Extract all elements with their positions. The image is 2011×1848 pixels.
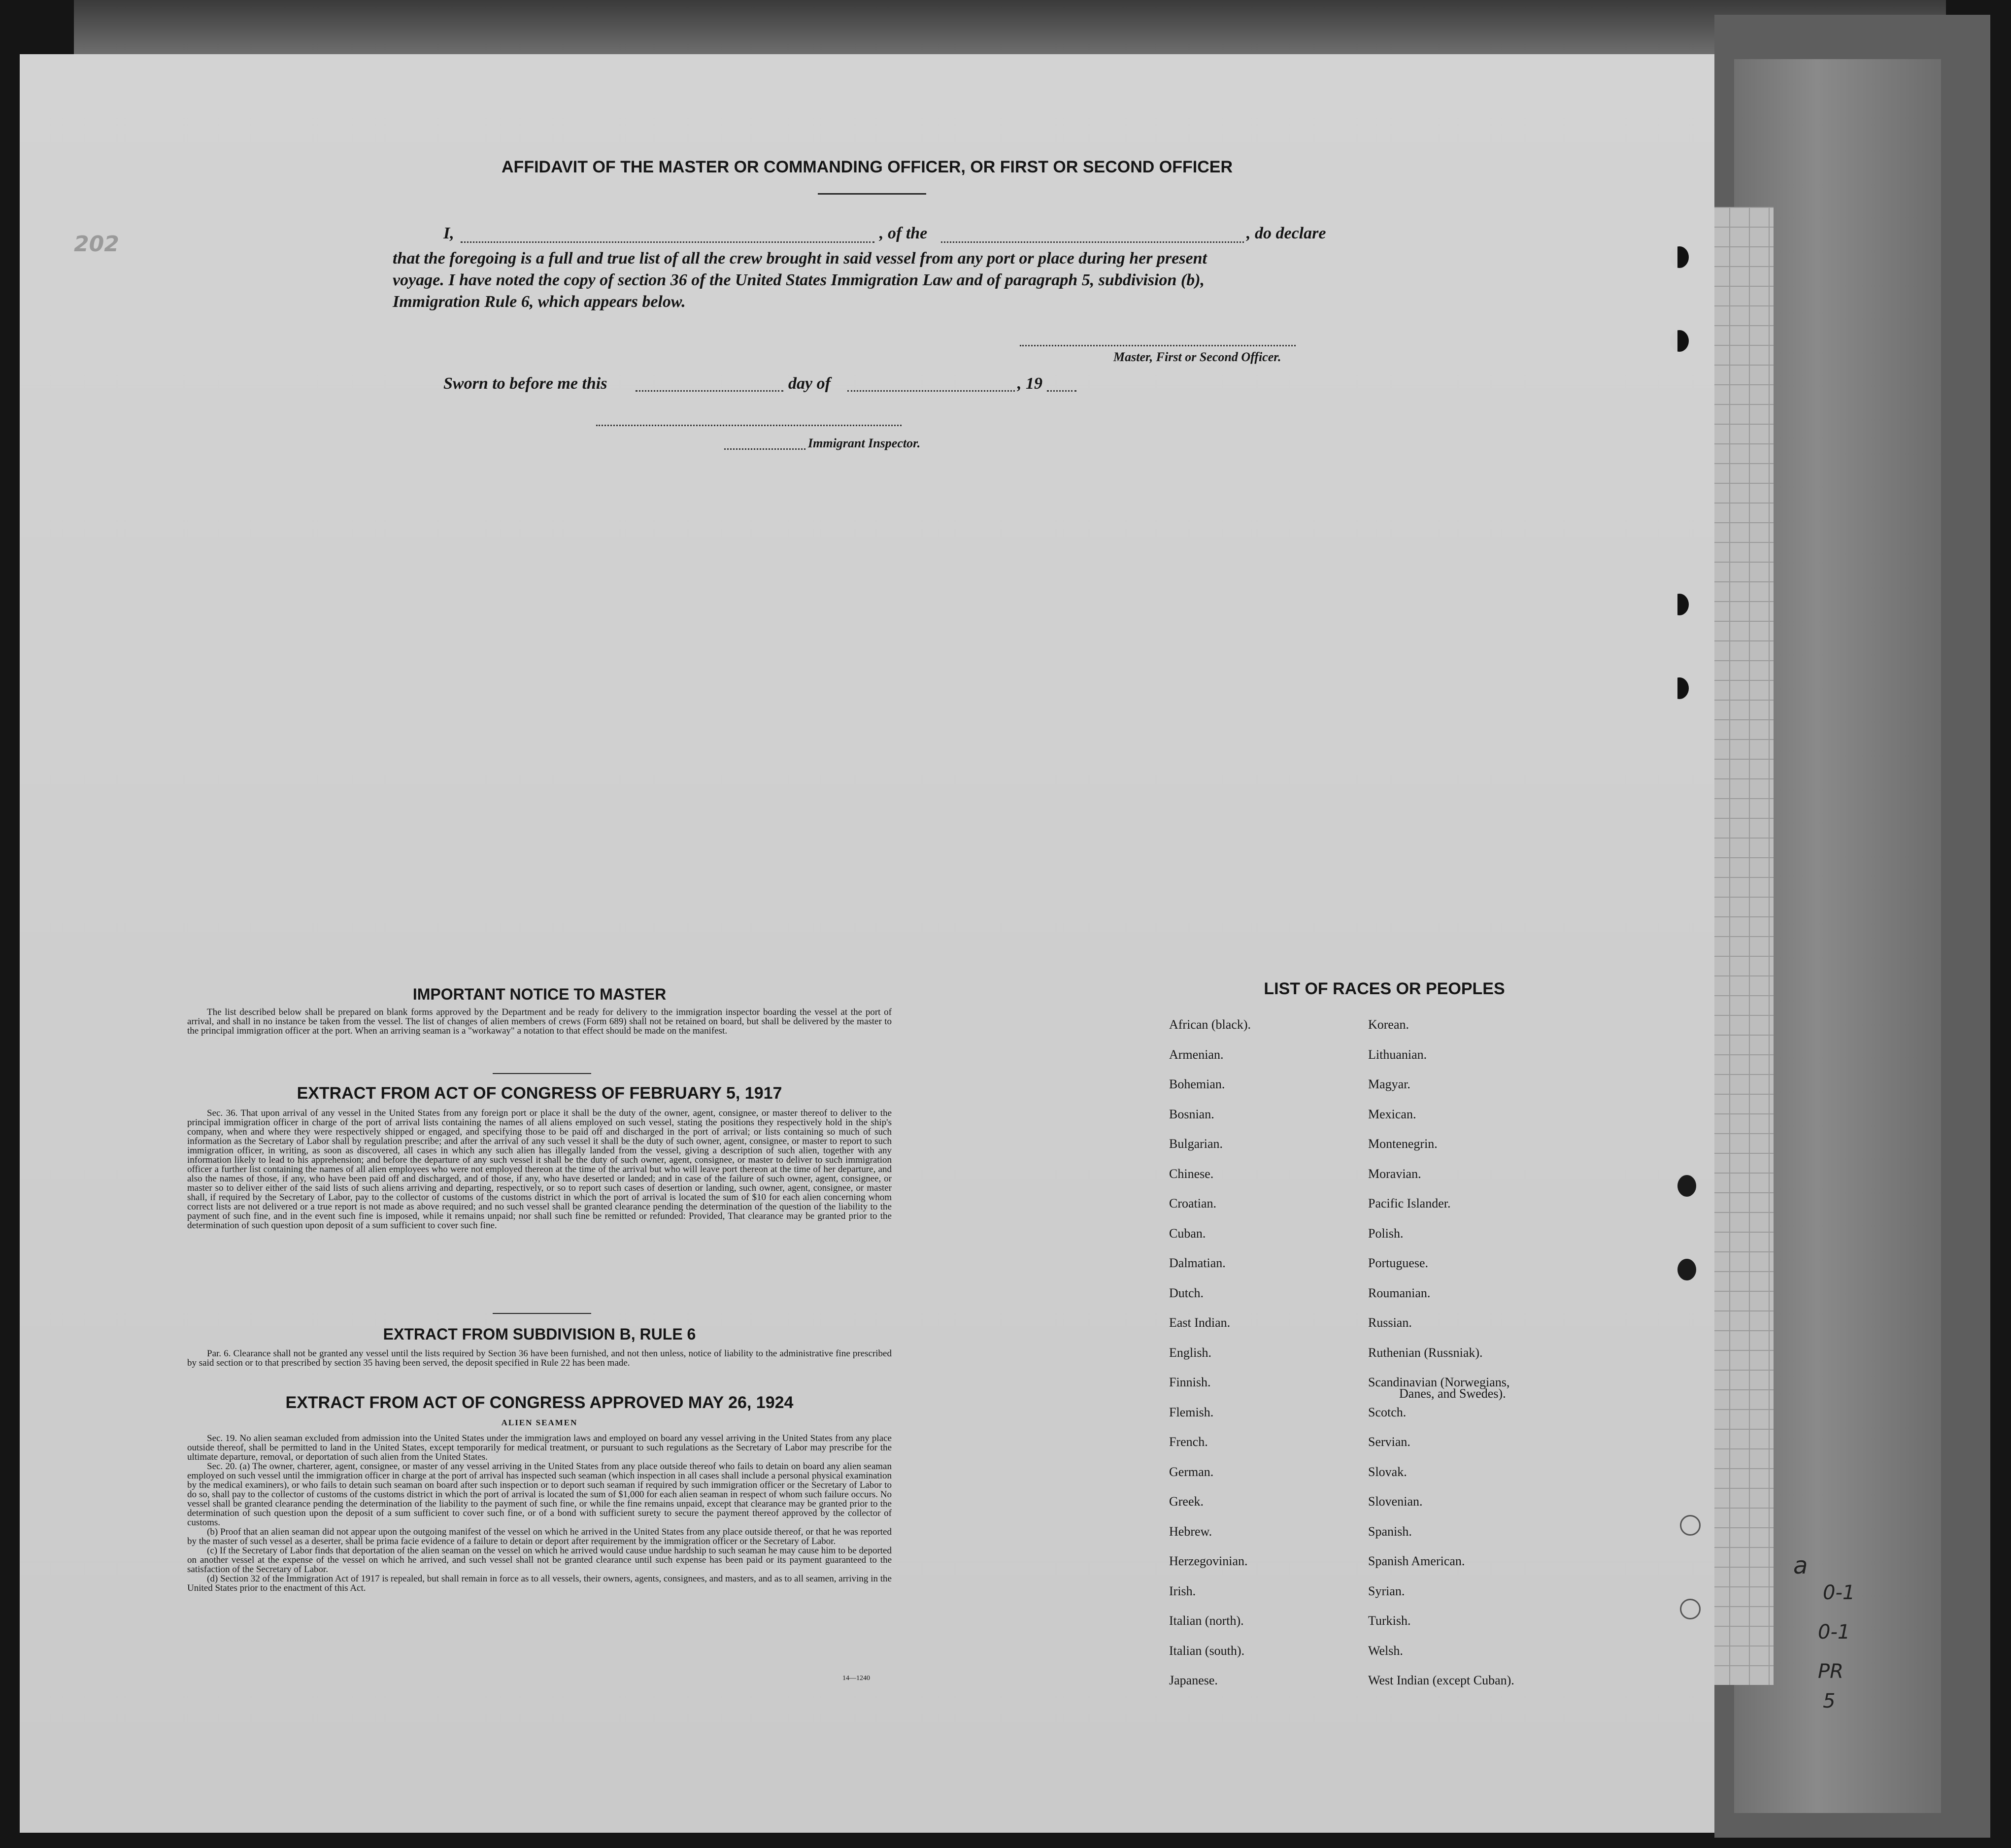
binder-hole-ring [1680, 1515, 1701, 1536]
extract-1924-title: EXTRACT FROM ACT OF CONGRESS APPROVED MAY 26, 1924 [285, 1393, 794, 1412]
race-entry: Irish. [1169, 1583, 1196, 1598]
inspector-dots [724, 448, 805, 450]
race-entry: Hebrew. [1169, 1524, 1212, 1539]
race-entry: Italian (south). [1169, 1643, 1245, 1658]
binder-hole [1677, 1175, 1696, 1197]
sec-20b-paragraph: (b) Proof that an alien seaman did not appear upon the outgoing manifest of the vessel on which he arrived in the United States from any place outside thereof, or that he was reported by the master of such vessel as a deserter, shall be prima facie evidence of a failure to detain or deport after requirement by the immigration officer or the Secretary of Labor. [187, 1527, 892, 1546]
extract-1924-body [187, 1434, 892, 1593]
handwritten-note: a [1793, 1552, 1808, 1579]
affidavit-title: AFFIDAVIT OF THE MASTER OR COMMANDING OFFICER, OR FIRST OR SECOND OFFICER [502, 158, 1233, 176]
binder-hole [1670, 677, 1689, 699]
race-entry: Scotch. [1368, 1405, 1407, 1419]
binder-hole [1670, 246, 1689, 268]
sworn-month-blank[interactable] [847, 390, 1015, 392]
race-entry: Finnish. [1169, 1375, 1211, 1389]
race-entry: Pacific Islander. [1368, 1196, 1451, 1210]
race-entry: Japanese. [1169, 1673, 1218, 1687]
inspector-signature-line[interactable] [596, 425, 902, 426]
race-entry: Scandinavian (Norwegians, [1368, 1375, 1510, 1389]
race-entry: Slovenian. [1368, 1494, 1423, 1509]
name-blank[interactable] [461, 241, 874, 243]
binder-hole [1677, 1259, 1696, 1280]
year-text: , 19 [1017, 374, 1042, 393]
notice-title: IMPORTANT NOTICE TO MASTER [412, 985, 667, 1003]
sec-20c-paragraph: (c) If the Secretary of Labor finds that deportation of the alien seaman on the vessel on which he arrived would cause undue hardship to such seaman he may cause him to be deported on another vessel at the expense of the vessel on which he arrived, and such vessel shall not be granted clearance until such expense has been paid or its payment guaranteed to the satisfaction of the Secretary of Labor. [187, 1546, 892, 1575]
race-entry: Herzegovinian. [1169, 1554, 1248, 1568]
race-entry: English. [1169, 1345, 1211, 1360]
sec-36-paragraph: Sec. 36. That upon arrival of any vessel in the United States from any foreign port or place it shall be the duty of the owner, agent, consignee, or master thereof to deliver to the principal immigration officer in charge of the port of arrival lists containing the names of all aliens employed on such vessel, stating the positions they respectively hold in the ship's company, when and where they were respectively shipped or engaged, and specifying those to be paid off and discharged in the port of arrival; or lists containing so much of such information as the Secretary of Labor shall by regulation prescribe; and after the arrival of any such vessel it shall be the duty of such owner, agent, consignee, or master to report to such immigration officer, in writing, as soon as discovered, all cases in which any such alien has illegally landed from the vessel, giving a description of such alien, together with any information likely to lead to his apprehension; and before the departure of any such vessel it shall be the duty of such owner, agent, consignee, or master to deliver to such immigration officer a further list containing the names of all alien employees who were not employed thereon at the time of the arrival but who will leave port thereon at the time of her departure, and also the names of those, if any, who have been paid off and discharged, and of those, if any, who have deserted or landed; and in case of the failure of such owner, agent, consignee, or master so to deliver either of the said lists of such aliens arriving and departing, respectively, or so to report such cases of desertion or landing, such owner, agent, consignee, or master shall, if required by the Secretary of Labor, pay to the collector of customs of the customs district in which the port of arrival is located the sum of $10 for each alien concerning whom correct lists are not delivered or a true report is not made as above required; and no such vessel shall be granted clearance pending the determination of the question of the liability to the payment of such fine, and in the event such fine is imposed, while it remains unpaid; nor shall such fine be remitted or refunded: Provided, That clearance may be granted prior to the determination of such question upon deposit of a sum sufficient to cover such fine. [187, 1108, 892, 1231]
race-entry: Ruthenian (Russniak). [1368, 1345, 1483, 1360]
handwritten-note: PR [1818, 1660, 1843, 1683]
race-entry: African (black). [1169, 1017, 1251, 1032]
race-entry: Cuban. [1169, 1226, 1206, 1241]
race-entry: German. [1169, 1464, 1214, 1479]
race-entry: Dalmatian. [1169, 1256, 1226, 1270]
race-entry: Bosnian. [1169, 1107, 1214, 1121]
sworn-text: Sworn to before me this [443, 374, 607, 393]
race-entry: French. [1169, 1435, 1208, 1449]
background-top-strip [74, 0, 1946, 57]
race-entry: East Indian. [1169, 1315, 1231, 1330]
inspector-caption: Immigrant Inspector. [808, 436, 921, 450]
faint-page-number: 202 [74, 232, 119, 257]
race-entry: Russian. [1368, 1315, 1412, 1330]
race-entry: Moravian. [1368, 1166, 1421, 1181]
race-entry: Lithuanian. [1368, 1047, 1427, 1062]
race-entry: Magyar. [1368, 1077, 1410, 1091]
race-entry: Welsh. [1368, 1643, 1403, 1658]
race-entry: Chinese. [1169, 1166, 1214, 1181]
affidavit-declare: , do declare [1246, 224, 1326, 242]
notice-paragraph: The list described below shall be prepared on blank forms approved by the Department and be ready for delivery to the immigration inspector boarding the vessel at the port of arrival, and shall in no instance be taken from the vessel. The list of changes of alien members of crews (Form 689) shall not be retained on board, but shall be delivered by the master to the principal immigration officer at the port. When an arriving seaman is a "workaway" a notation to that effect should be made on the manifest. [187, 1007, 892, 1036]
handwritten-note: 5 [1823, 1690, 1836, 1713]
master-signature-caption: Master, First or Second Officer. [1113, 350, 1281, 364]
race-entry: Mexican. [1368, 1107, 1416, 1121]
master-signature-line[interactable] [1020, 345, 1296, 346]
affidavit-line4: Immigration Rule 6, which appears below. [393, 293, 686, 311]
affidavit-of-the: , of the [879, 224, 928, 242]
race-entry: Dutch. [1169, 1285, 1204, 1300]
section-rule [493, 1313, 591, 1314]
sec-20d-paragraph: (d) Section 32 of the Immigration Act of 1917 is repealed, but shall remain in force as to all vessels, their owners, agents, consignees, and masters, and as to all seamen, arriving in the United States prior to the enactment of this Act. [187, 1574, 892, 1593]
affidavit-line2: that the foregoing is a full and true list of all the crew brought in said vessel from any port or place during her present [393, 249, 1207, 268]
race-entry: Bulgarian. [1169, 1137, 1223, 1151]
race-entry: Spanish American. [1368, 1554, 1465, 1568]
handwritten-note: 0-1 [1818, 1621, 1850, 1644]
race-entry: Korean. [1368, 1017, 1409, 1032]
race-entry: Flemish. [1169, 1405, 1214, 1419]
race-entry: Italian (north). [1169, 1613, 1244, 1628]
notice-body [187, 1008, 892, 1036]
race-entry: Greek. [1169, 1494, 1204, 1509]
rule-6-body [187, 1349, 892, 1368]
race-entry: Croatian. [1169, 1196, 1217, 1210]
sec-19-paragraph: Sec. 19. No alien seaman excluded from admission into the United States under the immigration laws and employed on board any vessel arriving in the United States from any place outside thereof, shall be permitted to land in the United States, except temporarily for medical treatment, or pursuant to such regulations as the Secretary of Labor may prescribe for the ultimate departure, removal, or deportation of such alien from the United States. [187, 1433, 892, 1462]
race-entry: Spanish. [1368, 1524, 1412, 1539]
title-rule [818, 193, 926, 195]
sec-20a-paragraph: Sec. 20. (a) The owner, charterer, agent, consignee, or master of any vessel arriving in the United States from any place outside thereof who fails to detain on board any alien seaman employed on such vessel until the immigration officer in charge at the port of arrival has inspected such seaman (which inspection in all cases shall include a personal physical examination by the medical examiners), or who fails to detain such seaman on board after such inspection or to deport such seaman if required by such immigration officer or the Secretary of Labor to do so, shall pay to the collector of customs of the customs district in which the port of arrival is located the sum of $1,000 for each alien seaman in respect of whom such failure occurs. No vessel shall be granted clearance pending the determination of the liability to the payment of such fine, or while the fine remains unpaid, except that clearance may be granted prior to the determination of such question upon the deposit of a sum sufficient to cover such fine, or of a bond with sufficient surety to secure the payment thereof approved by the collector of customs. [187, 1461, 892, 1528]
binder-hole [1670, 330, 1689, 352]
affidavit-line3: voyage. I have noted the copy of section 36 of the United States Immigration Law and of paragraph 5, subdivision (b), [393, 271, 1205, 289]
race-entry: Polish. [1368, 1226, 1404, 1241]
extract-1917-body [187, 1109, 892, 1230]
race-entry: Roumanian. [1368, 1285, 1431, 1300]
par-6-paragraph: Par. 6. Clearance shall not be granted any vessel until the lists required by Section 36 have been furnished, and not then unless, notice of liability to the administrative fine prescribed by said section or to that prescribed by section 35 having been served, the deposit specified in Rule 22 has been made. [187, 1348, 892, 1368]
race-entry: Slovak. [1368, 1464, 1407, 1479]
document-page [20, 54, 1855, 1833]
handwritten-note: 0-1 [1823, 1581, 1855, 1604]
sworn-year-blank[interactable] [1047, 390, 1076, 392]
race-entry: Servian. [1368, 1435, 1410, 1449]
section-rule [493, 1073, 591, 1074]
race-entry: Portuguese. [1368, 1256, 1429, 1270]
graph-paper-strip [1709, 207, 1774, 1685]
races-title: LIST OF RACES OR PEOPLES [1264, 979, 1505, 998]
race-entry: Bohemian. [1169, 1077, 1225, 1091]
race-entry: Armenian. [1169, 1047, 1224, 1062]
binder-hole [1670, 594, 1689, 615]
race-entry: West Indian (except Cuban). [1368, 1673, 1514, 1687]
day-of-text: day of [788, 374, 831, 393]
rule-6-title: EXTRACT FROM SUBDIVISION B, RULE 6 [383, 1325, 696, 1343]
alien-seamen-subtitle: ALIEN SEAMEN [501, 1418, 578, 1427]
race-entry-continued: Danes, and Swedes). [1399, 1386, 1506, 1401]
sworn-day-blank[interactable] [636, 390, 783, 392]
form-number: 14—1240 [842, 1675, 870, 1682]
race-entry: Syrian. [1368, 1583, 1405, 1598]
extract-1917-title: EXTRACT FROM ACT OF CONGRESS OF FEBRUARY 5, 1917 [297, 1084, 782, 1103]
race-entry: Montenegrin. [1368, 1137, 1438, 1151]
binder-hole-ring [1680, 1599, 1701, 1619]
race-entry: Turkish. [1368, 1613, 1411, 1628]
vessel-blank[interactable] [941, 241, 1244, 243]
affidavit-line1-i: I, [443, 224, 454, 242]
